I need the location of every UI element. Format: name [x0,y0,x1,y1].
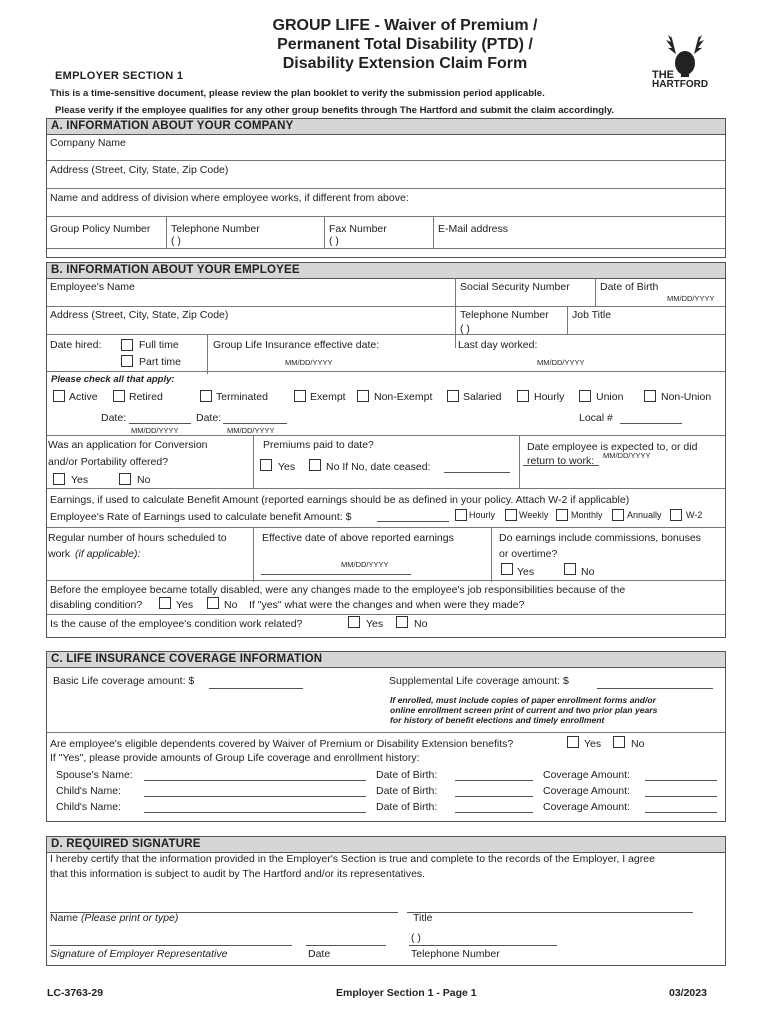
dependents-no-checkbox[interactable] [613,736,625,748]
work-related-no-checkbox[interactable] [396,616,408,628]
verify-note: Please verify if the employee qualifies for any other group benefits through The Hartford and submit the claim accordingly. [55,105,615,116]
regular-hours-label: Regular number of hours scheduled to [48,532,227,544]
fax-field[interactable]: Fax Number [329,223,387,235]
page-label: Employer Section 1 - Page 1 [336,987,477,999]
child1-name-label: Child's Name: [56,785,122,797]
supplemental-life-line[interactable] [597,688,713,689]
freq-weekly-checkbox[interactable] [505,509,517,521]
effective-earnings-label: Effective date of above reported earnings [262,532,454,544]
division-field[interactable]: Name and address of division where employee works, if different from above: [50,192,409,204]
freq-hourly-checkbox[interactable] [455,509,467,521]
dob-field[interactable]: Date of Birth [600,281,659,293]
employee-address-field[interactable]: Address (Street, City, State, Zip Code) [50,309,229,321]
terminated-checkbox[interactable] [200,390,212,402]
earnings-instructions: Earnings, if used to calculate Benefit Amount (reported earnings should be as defined in your policy. Attach W-2 if applicable) [50,494,630,506]
check-all-label: Please check all that apply: [51,374,175,385]
child2-name-label: Child's Name: [56,801,122,813]
name-label: Name (Please print or type) [50,912,179,924]
section-b-title: B. INFORMATION ABOUT YOUR EMPLOYEE [47,263,725,279]
company-name-field[interactable]: Company Name [50,137,126,149]
salaried-checkbox[interactable] [447,390,459,402]
date-ceased-line[interactable] [444,472,510,473]
hartford-logo [648,27,718,93]
certification-text: I hereby certify that the information provided in the Employer's Section is true and complete to the records of the Employer, I agree [50,853,655,865]
signature-label: Signature of Employer Representative [50,948,228,960]
premiums-yes-checkbox[interactable] [260,459,272,471]
telephone-label: Telephone Number [411,948,500,960]
work-related-yes-checkbox[interactable] [348,616,360,628]
rate-of-earnings-line[interactable] [377,521,449,522]
last-day-worked-field[interactable]: Last day worked: [458,339,538,351]
dependents-question: Are employee's eligible dependents covered by Waiver of Premium or Disability Extension benefits? [50,738,514,750]
full-time-checkbox[interactable] [121,339,133,351]
section-d-title: D. REQUIRED SIGNATURE [47,837,725,853]
title-line[interactable] [407,912,693,913]
terminated-date-line[interactable] [223,423,287,424]
freq-annually-checkbox[interactable] [612,509,624,521]
exempt-checkbox[interactable] [294,390,306,402]
commissions-yes-checkbox[interactable] [501,563,513,575]
supplemental-life-label: Supplemental Life coverage amount: $ [389,675,569,687]
gl-effective-date-field[interactable]: Group Life Insurance effective date: [213,339,380,351]
spouse-coverage-line[interactable] [645,780,717,781]
local-number-line[interactable] [620,423,682,424]
freq-monthly-checkbox[interactable] [556,509,568,521]
company-address-field[interactable]: Address (Street, City, State, Zip Code) [50,164,229,176]
child1-name-line[interactable] [144,796,366,797]
signature-line[interactable] [50,945,292,946]
form-title: GROUP LIFE - Waiver of Premium / Permanent Total Disability (PTD) / Disability Extension Claim Form [272,17,538,72]
changes-no-checkbox[interactable] [207,597,219,609]
logo-hartford: HARTFORD [652,79,709,90]
employee-telephone-field[interactable]: Telephone Number [460,309,549,321]
job-title-field[interactable]: Job Title [572,309,612,321]
ssn-field[interactable]: Social Security Number [460,281,570,293]
conversion-question: Was an application for Conversion [48,439,208,451]
work-related-question: Is the cause of the employee's condition work related? [50,618,303,630]
return-date-line[interactable] [523,465,599,466]
form-date: 03/2023 [669,987,707,999]
child2-dob-line[interactable] [455,812,533,813]
conversion-yes-checkbox[interactable] [53,473,65,485]
time-sensitive-note: This is a time-sensitive document, please review the plan booklet to verify the submission period applicable. [50,88,545,99]
employee-name-field[interactable]: Employee's Name [50,281,135,293]
section-d: D. REQUIRED SIGNATURE I hereby certify that the information provided in the Employer's Section is true and complete to the records of the Employer, I agree that this information is subject to audit by The Hartford and/or its representatives. Name (Please print or type) Title Signature of Employer Representative Date ( ) Telephone Number [46,836,726,966]
policy-number-field[interactable]: Group Policy Number [50,223,151,235]
company-telephone-field[interactable]: Telephone Number [171,223,260,235]
conversion-no-checkbox[interactable] [119,473,131,485]
section-c-title: C. LIFE INSURANCE COVERAGE INFORMATION [47,652,725,668]
employer-section-label: EMPLOYER SECTION 1 [55,70,184,82]
if-yes-instructions: If "Yes", please provide amounts of Group Life coverage and enrollment history: [50,752,420,764]
changes-yes-checkbox[interactable] [159,597,171,609]
telephone-line[interactable] [409,945,557,946]
spouse-name-label: Spouse's Name: [56,769,133,781]
section-b: B. INFORMATION ABOUT YOUR EMPLOYEE Employee's Name Social Security Number Date of Birth MM/DD/YYYY Address (Street, City, State, Zip Code) Telephone Number ( ) Job Title Date hired: Full time Part time Group Life Insurance effective date: MM/DD/YYYY Last day worked: MM/DD/YYYY Please check all that apply: Active Retired Terminated Exempt Non-Exempt Salaried Hourly Union Non-Union Date: MM/DD/YYYY Date: MM/DD/YYYY Local # Was an application for Conversion and/or Portability offered? Yes No Premiums paid to date? Yes No If No, date ceased: Date employee is expected to, or did return to work: MM/DD/YYYY Earnings, if used to calculate Benefit Amount (reported earnings should be as defined in your policy. Attach W-2 if applicable) Employee's Rate of Earnings used to calculate benefit Amount: $ Hourly Weekly Monthly Annually W-2 Regular number of hours scheduled to work (if applicable): Effective date of above reported earnings MM/DD/YYYY Do earnings include commissions, bonuses or overtime? Yes No Before the employee became totally disabled, were any changes made to the employee's job responsibilities because of the disabling condition? Yes No If "yes" what were the changes and when were they made? Is the cause of the employee's condition work related? Yes No [46,262,726,638]
job-changes-question: Before the employee became totally disabled, were any changes made to the employee's job responsibilities because of the [50,584,626,596]
child2-coverage-line[interactable] [645,812,717,813]
title-label: Title [413,912,433,924]
premiums-question: Premiums paid to date? [263,439,374,451]
active-retired-date-line[interactable] [129,423,191,424]
non-exempt-checkbox[interactable] [357,390,369,402]
spouse-name-line[interactable] [144,780,366,781]
rate-of-earnings-label: Employee's Rate of Earnings used to calculate benefit Amount: $ [50,511,352,523]
section-a: A. INFORMATION ABOUT YOUR COMPANY Company Name Address (Street, City, State, Zip Code) Name and address of division where employee works, if different from above: Group Policy Number Telephone Number ( ) Fax Number ( ) E-Mail address [46,118,726,258]
child2-name-line[interactable] [144,812,366,813]
form-code: LC-3763-29 [47,987,104,999]
commissions-no-checkbox[interactable] [564,563,576,575]
freq-w2-checkbox[interactable] [670,509,682,521]
part-time-checkbox[interactable] [121,355,133,367]
dependents-yes-checkbox[interactable] [567,736,579,748]
enrollment-note: If enrolled, must include copies of paper enrollment forms and/or [390,695,656,705]
retired-checkbox[interactable] [113,390,125,402]
premiums-no-checkbox[interactable] [309,459,321,471]
non-union-checkbox[interactable] [644,390,656,402]
child1-coverage-line[interactable] [645,796,717,797]
basic-life-label: Basic Life coverage amount: $ [53,675,195,687]
date-line[interactable] [306,945,386,946]
spouse-dob-line[interactable] [455,780,533,781]
commissions-question: Do earnings include commissions, bonuses [499,532,701,544]
basic-life-line[interactable] [209,688,303,689]
effective-earnings-line[interactable] [261,574,411,575]
child1-dob-line[interactable] [455,796,533,797]
hourly-checkbox[interactable] [517,390,529,402]
section-c: C. LIFE INSURANCE COVERAGE INFORMATION Basic Life coverage amount: $ Supplemental Life coverage amount: $ If enrolled, must include copies of paper enrollment forms and/or online enrollment screen print of current and two prior plan years for history of benefit elections and timely enrollment Are employee's eligible dependents covered by Waiver of Premium or Disability Extension benefits? Yes No If "Yes", please provide amounts of Group Life coverage and enrollment history: Spouse's Name: Date of Birth: Coverage Amount: Child's Name: Date of Birth: Coverage Amount: Child's Name: Date of Birth: Coverage Amount: [46,651,726,822]
logo-the: THE [652,69,674,81]
date-label: Date [308,948,331,960]
date-hired-label: Date hired: [50,339,102,351]
return-to-work-question: Date employee is expected to, or did [527,441,698,453]
section-a-title: A. INFORMATION ABOUT YOUR COMPANY [47,119,725,135]
email-field[interactable]: E-Mail address [438,223,509,235]
union-checkbox[interactable] [579,390,591,402]
active-checkbox[interactable] [53,390,65,402]
